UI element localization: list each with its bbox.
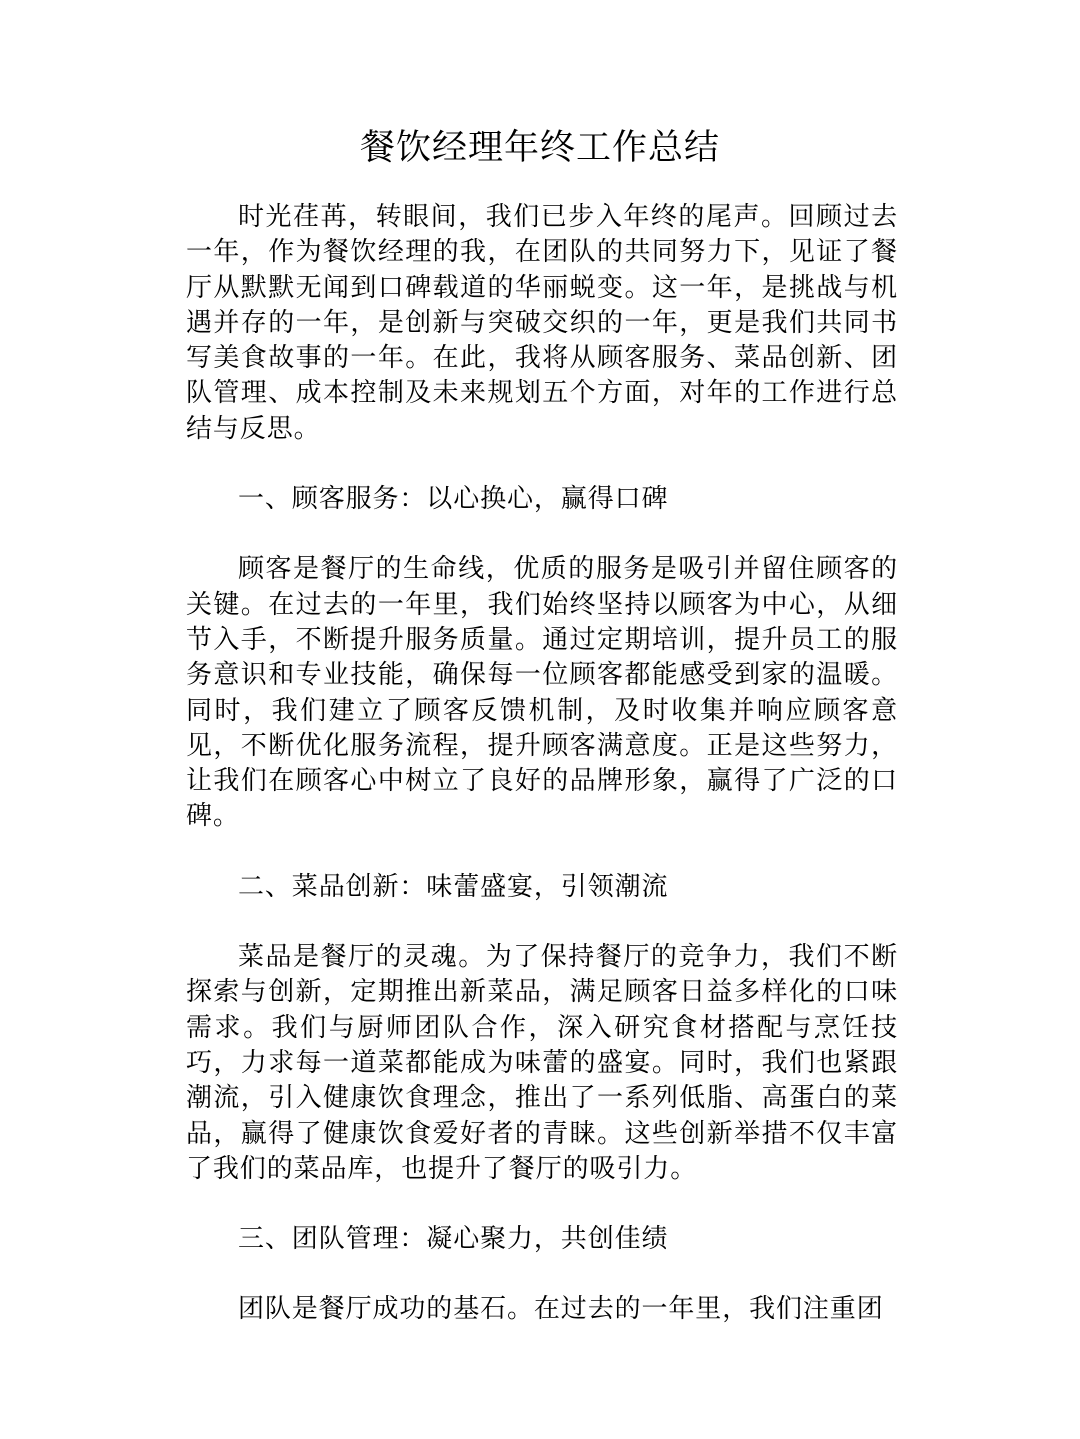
document-body bbox=[186, 200, 898, 1328]
section-heading-dish-innovation: 二、菜品创新：味蕾盛宴，引领潮流 bbox=[238, 871, 669, 902]
section-body-customer-service: 顾客是餐厅的生命线，优质的服务是吸引并留住顾客的关键。在过去的一年里，我们始终坚持以顾客为中心，从细节入手，不断提升服务质量。通过定期培训，提升员工的服务意识和专业技能，确保每一位顾客都能感受到家的温暖。同时，我们建立了顾客反馈机制，及时收集并响应顾客意见，不断优化服务流程，提升顾客满意度。正是这些努力，让我们在顾客心中树立了良好的品牌形象，赢得了广泛的口碑。 bbox=[186, 554, 898, 832]
document-title: 餐饮经理年终工作总结 bbox=[359, 128, 720, 168]
section-body-team-management: 团队是餐厅成功的基石。在过去的一年里，我们注重团 bbox=[238, 1294, 884, 1325]
section-heading-customer-service: 一、顾客服务：以心换心，赢得口碑 bbox=[238, 484, 669, 515]
section-heading-team-management: 三、团队管理：凝心聚力，共创佳绩 bbox=[238, 1224, 669, 1255]
section-body-dish-innovation: 菜品是餐厅的灵魂。为了保持餐厅的竞争力，我们不断探索与创新，定期推出新菜品，满足顾客日益多样化的口味需求。我们与厨师团队合作，深入研究食材搭配与烹饪技巧，力求每一道菜都能成为味蕾的盛宴。同时，我们也紧跟潮流，引入健康饮食理念，推出了一系列低脂、高蛋白的菜品，赢得了健康饮食爱好者的青睐。这些创新举措不仅丰富了我们的菜品库，也提升了餐厅的吸引力。 bbox=[186, 942, 898, 1184]
intro-paragraph: 时光荏苒，转眼间，我们已步入年终的尾声。回顾过去一年，作为餐饮经理的我，在团队的共同努力下，见证了餐厅从默默无闻到口碑载道的华丽蜕变。这一年，是挑战与机遇并存的一年，是创新与突破交织的一年，更是我们共同书写美食故事的一年。在此，我将从顾客服务、菜品创新、团队管理、成本控制及未来规划五个方面，对年的工作进行总结与反思。 bbox=[186, 202, 898, 444]
